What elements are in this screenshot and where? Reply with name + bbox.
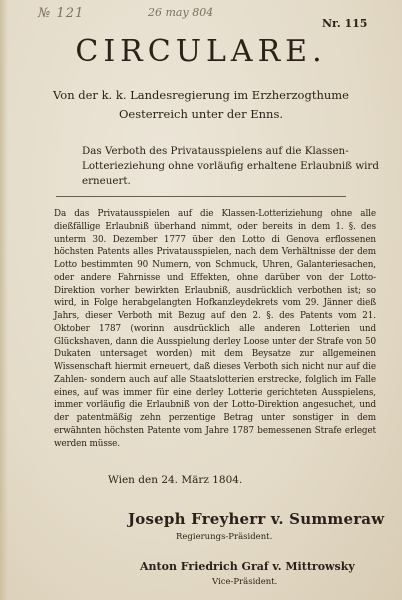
body-text: Da das Privatausspielen auf die Klassen-Lotteriziehung ohne alle dießfällige Erlaubniß überhand nimmt, oder bereits in dem 1. §. des unterm 30. Dezember 1777 über den Lotto di Genova erflossenen höchsten Patents alles Privatausspielen, nach dem Verhältnisse der dem Lotto bestimmten 90 Numern, von Schmuck, Uhren, Galanteriesachen, oder andere Fahrnisse und Effekten, ohne darüber von der Lotto-Direktion vorher bewirkten Erlaubniß, ausdrücklich verbothen ist; so wird, in Folge herabgelangten Hofkanzleydekrets vom 29. Jänner dieß Jahrs, dieser Verboth mit Bezug auf den 2. §. des Patents vom 21. Oktober 1787 (worinn ausdrücklich alle anderen Lotterien und Glückshaven, dann die Ausspielung derley Loose unter der Strafe von 50 Dukaten untersaget worden) mit dem Beysatze zur allgemeinen Wissenschaft hiermit erneuert, daß dieses Verboth sich nicht nur auf die Zahlen- sondern auch auf alle Staatslotterien erstrecke, folglich im Falle eines, auf was immer für eine derley Lotterie gerichteten Ausspielens, immer vorläufig die Erlaubniß von der Lotto-Direktion angesuchet, und der patentmäßig zehn perzentige Betrag unter sonstiger in dem erwähnten höchsten Patente vom Jahre 1787 bemessenen Strafe erleget werden müsse. bbox=[54, 209, 376, 449]
signature-president: Joseph Freyherr v. Summeraw bbox=[128, 510, 385, 528]
issuer-heading: Von der k. k. Landesregierung im Erzherzogthume Oesterreich unter der Enns. bbox=[53, 88, 349, 121]
date-line: Wien den 24. März 1804. bbox=[108, 474, 243, 486]
document-title: CIRCULARE. bbox=[75, 34, 327, 69]
handwritten-number: № 121 bbox=[38, 6, 85, 21]
signature-vice-president: Anton Friedrich Graf v. Mittrowsky bbox=[140, 560, 355, 573]
subject-heading: Das Verboth des Privatausspielens auf die Klassen-Lotterieziehung ohne vorläufig erhaltene Erlaubniß wird erneuert. bbox=[82, 145, 379, 187]
divider bbox=[56, 196, 346, 197]
circular-number: Nr. 115 bbox=[322, 17, 368, 30]
signature-president-title: Regierungs-Präsident. bbox=[176, 532, 273, 542]
signature-vice-president-title: Vice-Präsident. bbox=[212, 577, 278, 587]
handwritten-date: 26 may 804 bbox=[148, 6, 214, 19]
